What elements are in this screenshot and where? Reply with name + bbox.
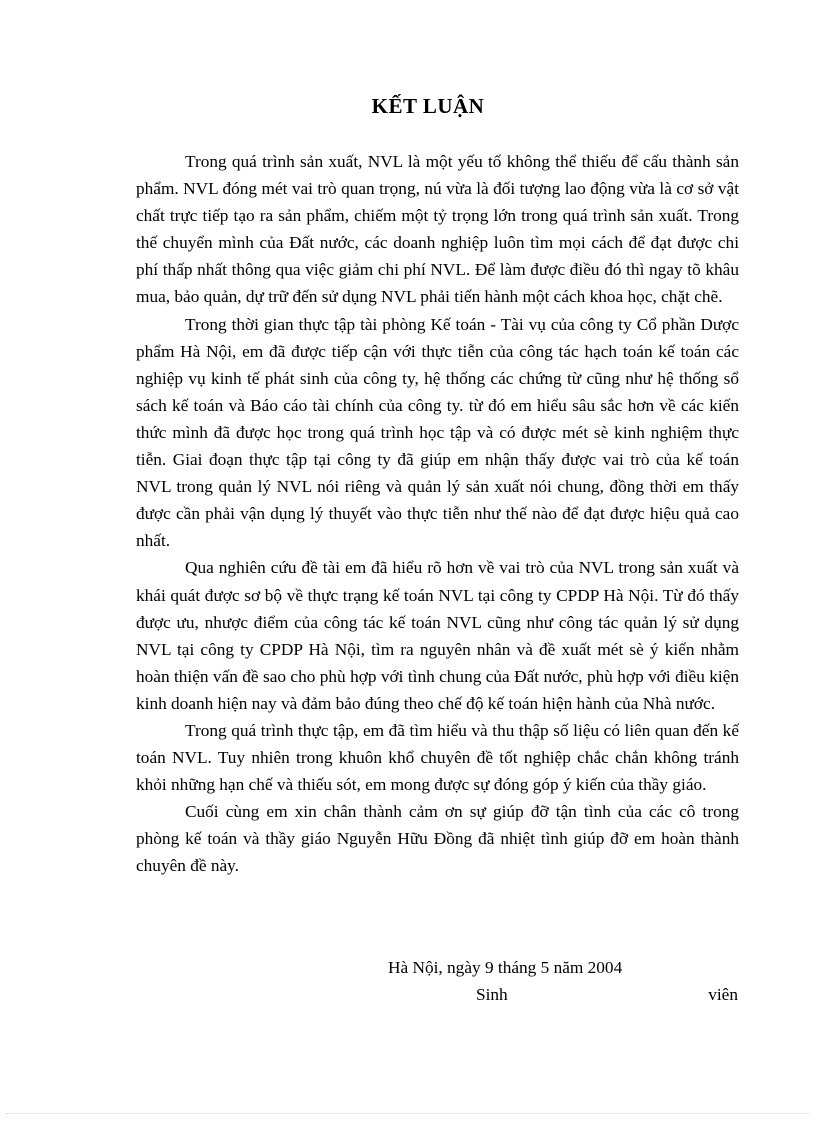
page-title: KẾT LUẬN: [371, 94, 485, 118]
paragraph: Cuối cùng em xin chân thành cảm ơn sự giúp đỡ tận tình của các cô trong phòng kế toán và thầy giáo Nguyễn Hữu Đồng đã nhiệt tình giúp đỡ em hoàn thành chuyên đề này.: [136, 802, 739, 876]
signer-role-word-1: Sinh: [476, 985, 508, 1004]
conclusion-body: [136, 148, 739, 880]
signer-role: [476, 981, 738, 1008]
place-date: Hà Nội, ngày 9 tháng 5 năm 2004: [388, 958, 623, 977]
page-bottom-divider: [6, 1113, 810, 1114]
paragraph: Trong quá trình thực tập, em đã tìm hiểu và thu thập số liệu có liên quan đến kế toán NVL. Tuy nhiên trong khuôn khổ chuyên đề tốt nghiệp chắc chắn không tránh khỏi những hạn chế và thiếu sót, em mong được sự đóng góp ý kiến của thầy giáo.: [136, 720, 739, 795]
signer-role-word-2: viên: [708, 985, 738, 1004]
paragraph: Trong quá trình sản xuất, NVL là một yếu tố không thể thiếu để cấu thành sản phẩm. NVL đóng mét vai trò quan trọng, nú vừa là đối tượng lao động vừa là cơ sở vật chất trực tiếp tạo ra sản phẩm, chiếm một tỷ trọng lớn trong quá trình sản xuất. Trong thế chuyển mình của Đất nước, các doanh nghiệp luôn tìm mọi cách để đạt được chi phí thấp nhất thông qua việc giảm chi phí NVL. Để làm được điều đó thì ngay tõ khâu mua, bảo quản, dự trữ đến sử dụng NVL phải tiến hành một cách khoa học, chặt chẽ.: [136, 152, 739, 307]
paragraph: Qua nghiên cứu đề tài em đã hiểu rõ hơn về vai trò của NVL trong sản xuất và khái quát được sơ bộ về thực trạng kế toán NVL tại công ty CPDP Hà Nội. Từ đó thấy được ưu, nhược điểm của công tác kế toán NVL cũng như công tác quản lý sử dụng NVL tại công ty CPDP Hà Nội, tìm ra nguyên nhân và đề xuất mét sè ý kiến nhằm hoàn thiện vấn đề sao cho phù hợp với tình chung của Đất nước, phù hợp với điều kiện kinh doanh hiện nay và đảm bảo đúng theo chế độ kế toán hiện hành của Nhà nước.: [136, 558, 739, 713]
paragraph: Trong thời gian thực tập tài phòng Kế toán - Tài vụ của công ty Cổ phần Dược phẩm Hà Nội, em đã được tiếp cận với thực tiễn của công tác hạch toán kế toán các nghiệp vụ kinh tế phát sinh của công ty, hệ thống các chứng từ cũng như hệ thống sổ sách kế toán và Báo cáo tài chính của công ty. từ đó em hiểu sâu sắc hơn về các kiến thức mình đã được học trong quá trình học tập và có được mét sè kinh nghiệm thực tiễn. Giai đoạn thực tập tại công ty đã giúp em nhận thấy được vai trò của kế toán NVL trong quản lý NVL nói riêng và quản lý sản xuất nói chung, đồng thời em thấy được cần phải vận dụng lý thuyết vào thực tiễn như thế nào để đạt được hiệu quả cao nhất.: [136, 314, 739, 551]
